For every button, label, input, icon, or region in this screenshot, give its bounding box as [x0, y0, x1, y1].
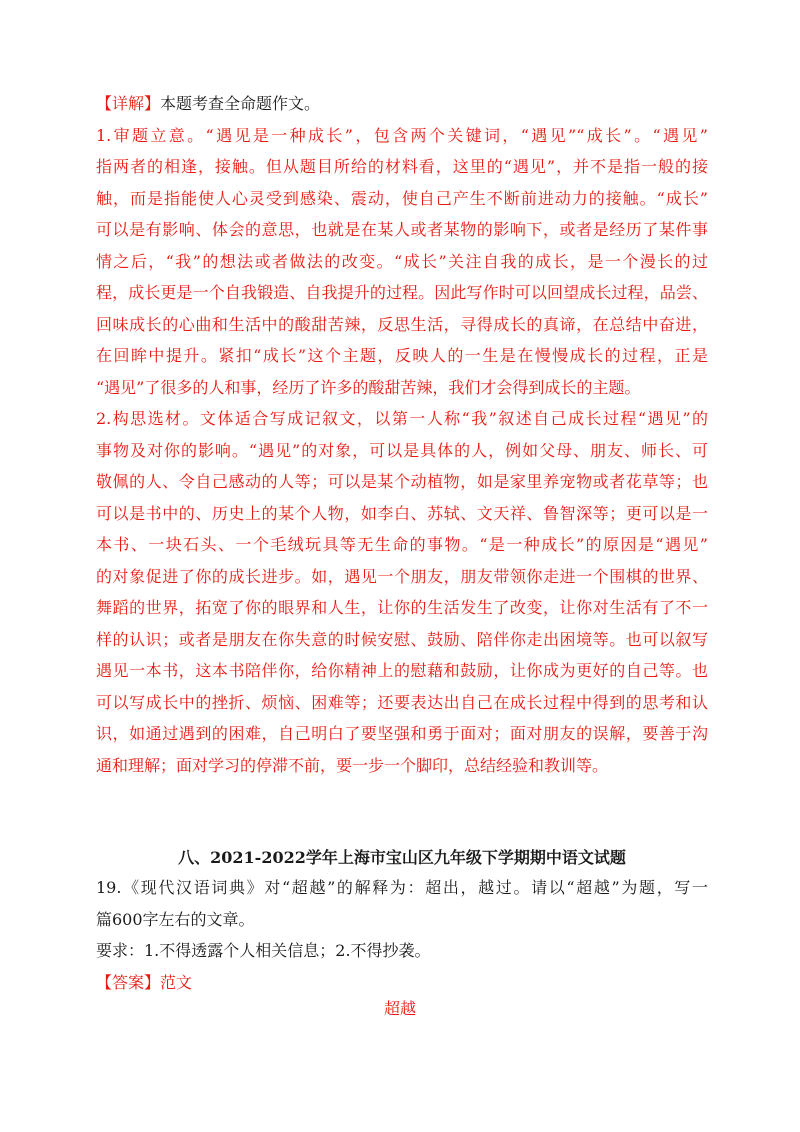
answer-line: [96, 967, 708, 999]
section1-line: 情之后，“我”的想法或者做法的改变。“成长”关注自我的成长，是一个漫长的过: [96, 251, 708, 271]
detail-intro: 本题考查全命题作文。: [160, 94, 321, 113]
detail-block: [96, 88, 708, 781]
section2-line: 可以是书中的、历史上的某个人物，如李白、苏轼、文天祥、鲁智深等；更可以是一: [96, 503, 708, 523]
section1-line: 指两者的相逢，接触。但从题目所给的材料看，这里的“遇见”，并不是指一般的接: [96, 157, 708, 176]
section2-line: 样的认识；或者是朋友在你失意的时候安慰、鼓励、陪伴你走出困境等。也可以叙写: [96, 629, 708, 649]
section2-line: 2.构思选材。文体适合写成记叙文，以第一人称“我”叙述自己成长过程“遇见”的: [96, 409, 708, 428]
section2-line: 可以写成长中的挫折、烦恼、困难等；还要表达出自己在成长过程中得到的思考和认: [96, 692, 708, 712]
section1-line: 在回眸中提升。紧扣“成长”这个主题，反映人的一生是在慢慢成长的过程，正是: [96, 346, 708, 365]
section1-line: 1.审题立意。“遇见是一种成长”，包含两个关键词，“遇见”“成长”。“遇见”: [96, 125, 708, 145]
section1-line: 回味成长的心曲和生活中的酸甜苦辣，反思生活，寻得成长的真谛，在总结中奋进，: [96, 314, 708, 334]
section2-line: 敬佩的人、令自己感动的人等；可以是某个动植物，如是家里养宠物或者花草等；也: [96, 472, 708, 491]
section2-line: 识，如通过遇到的困难，自己明白了要坚强和勇于面对；面对朋友的误解，要善于沟: [96, 724, 708, 743]
question-line: 19.《现代汉语词典》对“超越”的解释为：超出，越过。请以“超越”为题，写一: [96, 878, 708, 897]
essay-title: 超越: [383, 999, 416, 1018]
question-line: 篇600字左右的文章。: [96, 909, 255, 929]
answer-tag: 【答案】: [96, 972, 161, 992]
section2-line: 舞蹈的世界，拓宽了你的眼界和人生，让你的生活发生了改变，让你对生活有了不一: [96, 598, 708, 617]
section2-line: 事物及对你的影响。“遇见”的对象，可以是具体的人，例如父母、朋友、师长、可: [96, 440, 708, 460]
answer-text: 范文: [160, 972, 193, 992]
section1-line: 可以是有影响、体会的意思，也就是在某人或者某物的影响下，或者是经历了某件事: [96, 220, 708, 239]
section1-line: “遇见”了很多的人和事，经历了许多的酸甜苦辣，我们才会得到成长的主题。: [96, 377, 641, 397]
question-block: [96, 872, 708, 998]
section2-line: 本书、一块石头、一个毛绒玩具等无生命的事物。“是一种成长”的原因是“遇见”: [96, 535, 708, 554]
section1-line: 程，成长更是一个自我锻造、自我提升的过程。因此写作时可以回望成长过程，品尝、: [96, 283, 708, 302]
detail-intro-line: [96, 88, 708, 120]
section2-line: 遇见一本书，这本书陪伴你，给你精神上的慰藉和鼓励，让你成为更好的自己等。也: [96, 661, 708, 680]
section2-line: 的对象促进了你的成长进步。如，遇见一个朋友，朋友带领你走进一个围棋的世界、: [96, 566, 708, 586]
section-heading: 八、2021-2022学年上海市宝山区九年级下学期期中语文试题: [178, 848, 626, 867]
detail-tag: 【详解】: [96, 94, 161, 113]
question-requirements: 要求：1.不得透露个人相关信息；2.不得抄袭。: [96, 941, 431, 960]
section1-line: 触，而是指能使人心灵受到感染、震动，使自己产生不断前进动力的接触。“成长”: [96, 188, 708, 208]
section2-line: 通和理解；面对学习的停滞不前，要一步一个脚印，总结经验和教训等。: [96, 755, 609, 775]
